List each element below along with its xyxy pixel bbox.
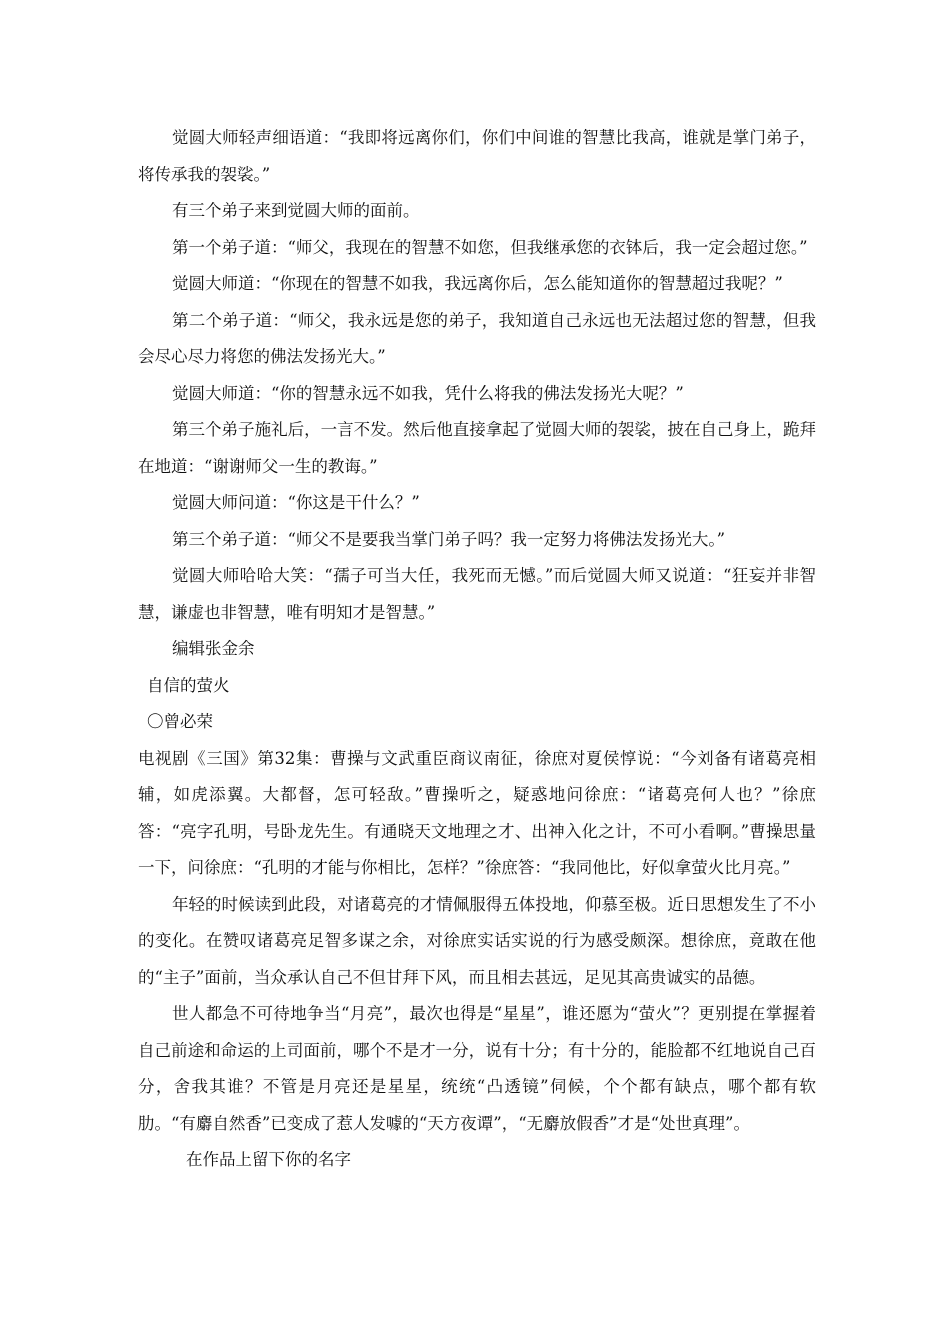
article-title: 在作品上留下你的名字: [186, 1150, 351, 1169]
paragraph: 觉圆大师道：“你的智慧永远不如我，凭什么将我的佛法发扬光大呢？”: [172, 383, 684, 403]
paragraph: 觉圆大师道：“你现在的智慧不如我，我远离你后，怎么能知道你的智慧超过我呢？”: [172, 274, 783, 293]
article-title: 自信的萤火: [147, 675, 230, 695]
document-page: [138, 120, 816, 1179]
paragraph: 觉圆大师问道：“你这是干什么？”: [172, 493, 420, 512]
paragraph: 第一个弟子道：“师父，我现在的智慧不如您，但我继承您的衣钵后，我一定会超过您。”: [172, 237, 808, 257]
editor-credit: 编辑张金余: [172, 639, 255, 658]
paragraph: 第二个弟子道：“师父，我永远是您的弟子，我知道自己永远也无法超过您的智慧，但我会尽心尽力将您的佛法发扬光大。”: [138, 310, 816, 366]
paragraph: 世人都急不可待地争当“月亮”，最次也得是“星星”，谁还愿为“萤火”？更别提在掌握着自己前途和命运的上司面前，哪个不是才一分，说有十分；有十分的，能脸都不红地说自己百分，舍我其谁？不管是月亮还是星星，统统“凸透镜”伺候，个个都有缺点，哪个都有软肋。“有麝自然香”已变成了惹人发噱的“天方夜谭”，“无麝放假香”才是“处世真理”。: [138, 1004, 816, 1133]
article-author: 〇曾必荣: [147, 712, 213, 731]
paragraph: 电视剧《三国》第32集：曹操与文武重臣商议南征，徐庶对夏侯惇说：“今刘备有诸葛亮相辅，如虎添翼。大都督，怎可轻敌。”曹操听之，疑惑地问徐庶：“诸葛亮何人也？”徐庶答：“亮字孔明，号卧龙先生。有通晓天文地理之才、出神入化之计，不可小看啊。”曹操思量一下，问徐庶：“孔明的才能与你相比，怎样？”徐庶答：“我同他比，好似拿萤火比月亮。”: [138, 748, 816, 877]
paragraph: 第三个弟子道：“师父不是要我当掌门弟子吗？我一定努力将佛法发扬光大。”: [172, 529, 726, 549]
paragraph: 有三个弟子来到觉圆大师的面前。: [172, 201, 420, 220]
paragraph: 觉圆大师哈哈大笑：“孺子可当大任，我死而无憾。”而后觉圆大师又说道：“狂妄并非智慧，谦虚也非智慧，唯有明知才是智慧。”: [138, 566, 816, 622]
paragraph: 觉圆大师轻声细语道：“我即将远离你们，你们中间谁的智慧比我高，谁就是掌门弟子，将传承我的袈裟。”: [138, 128, 816, 184]
paragraph: 年轻的时候读到此段，对诸葛亮的才情佩服得五体投地，仰慕至极。近日思想发生了不小的变化。在赞叹诸葛亮足智多谋之余，对徐庶实话实说的行为感受颇深。想徐庶，竟敢在他的“主子”面前，当众承认自己不但甘拜下风，而且相去甚远，足见其高贵诚实的品德。: [138, 894, 816, 987]
paragraph: 第三个弟子施礼后，一言不发。然后他直接拿起了觉圆大师的袈裟，披在自己身上，跪拜在地道：“谢谢师父一生的教诲。”: [138, 420, 816, 476]
